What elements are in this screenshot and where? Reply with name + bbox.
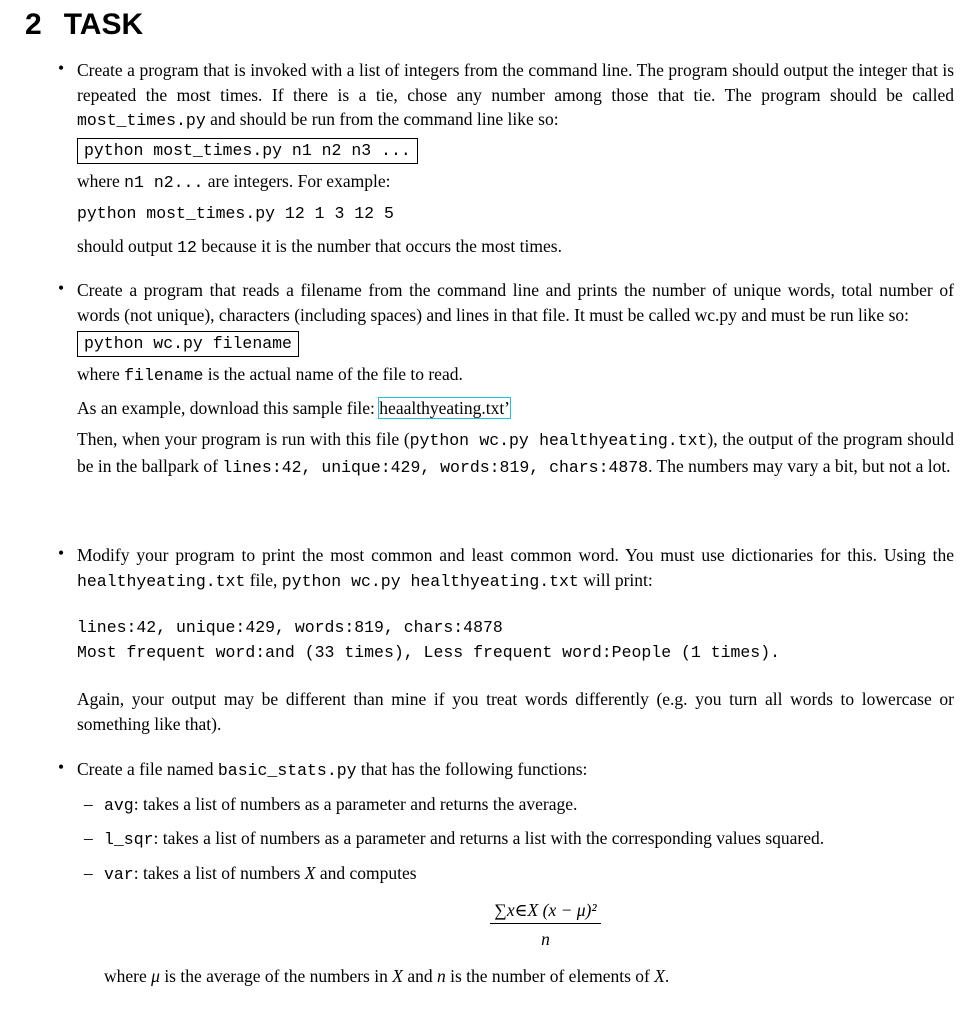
sample-file-link[interactable]: heaalthyeating.txt’	[379, 397, 511, 418]
task2-command-box: python wc.py filename	[77, 331, 299, 357]
bullet: •	[58, 58, 65, 78]
task1-output: should output 12 because it is the number that occurs the most times.	[77, 235, 562, 257]
section-heading	[25, 8, 143, 42]
task3-output-line2: Most frequent word:and (33 times), Less frequent word:People (1 times).	[77, 642, 781, 662]
task-item-word-frequency	[58, 543, 954, 736]
task3-output-line1: lines:42, unique:429, words:819, chars:4878	[77, 618, 503, 637]
bullet: •	[58, 757, 65, 777]
section-title: TASK	[63, 8, 144, 41]
formula-denominator: n	[541, 929, 550, 949]
function-item-l-sqr: – l_sqr: takes a list of numbers as a parameter and returns a list with the corresponding values squared.	[84, 828, 825, 849]
formula-explanation: where μ is the average of the numbers in X and n is the number of elements of X.	[104, 966, 670, 986]
task2-example: As an example, download this sample file: heaalthyeating.txt’	[77, 397, 511, 418]
variance-formula	[137, 899, 954, 950]
task2-expected: Then, when your program is run with this file (python wc.py healthyeating.txt), the output of the program should be in the ballpark of lines:42, unique:429, words:819, chars:4878. The numbers may vary a bit, but not a lot.	[77, 429, 954, 477]
function-item-var: – var: takes a list of numbers X and computes	[84, 862, 417, 884]
task-item-wc	[58, 278, 954, 480]
task4-description: Create a file named basic_stats.py that has the following functions:	[77, 759, 588, 780]
task1-description: Create a program that is invoked with a list of integers from the command line. The program should output the integer that is repeated the most times. If there is a tie, chose any number among those that tie. The program should be called most_times.py and should be run from the command line like so:	[77, 60, 954, 130]
bullet: •	[58, 543, 65, 563]
task1-command-box: python most_times.py n1 n2 n3 ...	[77, 138, 418, 164]
task2-description: Create a program that reads a filename from the command line and prints the number of unique words, total number of words (not unique), characters (including spaces) and lines in that file. It must be called wc.py and must be run like so:	[77, 280, 954, 325]
section-number: 2	[25, 8, 42, 41]
task1-where: where n1 n2... are integers. For example:	[77, 170, 391, 192]
task3-note: Again, your output may be different than mine if you treat words differently (e.g. you turn all words to lowercase or something like that).	[77, 689, 954, 734]
task3-description: Modify your program to print the most common and least common word. You must use dictionaries for this. Using the healthyeating.txt file, python wc.py healthyeating.txt will print:	[77, 545, 954, 591]
task-item-most-times	[58, 58, 954, 260]
task-item-basic-stats	[58, 757, 954, 1006]
bullet: •	[58, 278, 65, 298]
task2-where: where filename is the actual name of the file to read.	[77, 364, 463, 385]
formula-numerator: ∑x∈X (x − μ)²	[490, 899, 600, 924]
function-item-avg: – avg: takes a list of numbers as a parameter and returns the average.	[84, 793, 578, 815]
task1-example: python most_times.py 12 1 3 12 5	[77, 204, 394, 223]
